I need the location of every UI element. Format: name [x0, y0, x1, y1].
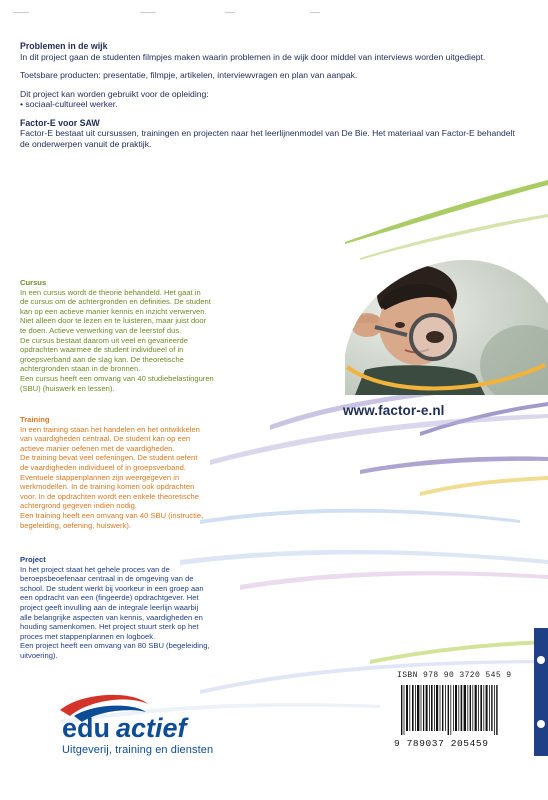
training-line: De training bevat veel oefeningen. De student oefent — [20, 453, 198, 463]
intro-usage-item: • sociaal-cultureel werker. — [20, 99, 118, 109]
cursus-line: Niet alleen door te lezen en te luisteren, maar juist door — [20, 316, 207, 326]
logo-word-actief: actief — [116, 713, 187, 743]
project-line: Een project heeft een omvang van 80 SBU (begeleiding, — [20, 641, 210, 651]
project-section — [20, 555, 330, 661]
intro-title: Problemen in de wijk — [20, 41, 108, 51]
binding-hole — [537, 720, 545, 728]
project-line: proces met stappenplannen en logboek. — [20, 631, 156, 641]
cursus-line: De cursus bestaat daarom uit veel en gevarieerde — [20, 335, 189, 345]
publisher-tagline: Uitgeverij, training en diensten — [62, 744, 214, 756]
project-line: In het project staat het gehele proces van de — [20, 564, 170, 574]
training-line: achtergrond gegeven indien nodig. — [20, 501, 137, 511]
cursus-line: groepsverband aan de slag kan. De theoretische — [20, 354, 184, 364]
crop-marks — [0, 0, 548, 18]
intro-products: Toetsbare producten: presentatie, filmpje, artikelen, interviewvragen en plan van aanpak. — [20, 70, 358, 80]
intro-usage-label: Dit project kan worden gebruikt voor de opleiding: — [20, 88, 209, 99]
training-line: de vaardigheden individueel of in groepsverband. — [20, 462, 186, 472]
logo-word-edu: edu — [62, 713, 111, 743]
project-line: school. De student werkt bij voorkeur in een groep aan — [20, 583, 204, 593]
intro-body: In dit project gaan de studenten filmpjes maken waarin problemen in de wijk door middel van interviews worden uitgediept. — [20, 51, 486, 62]
training-line: actieve manier oefenen met de vaardigheden. — [20, 443, 175, 453]
project-line: alle belangrijke aspecten van kennis, vaardigheden en — [20, 612, 203, 622]
cursus-line: te doen. Actieve verwerking van de leerstof dus. — [20, 325, 182, 335]
project-heading: Project — [20, 555, 46, 564]
training-line: Eventuele stappenplannen zijn weergegeven in — [20, 472, 180, 482]
binding-strip — [534, 628, 548, 756]
child-with-magnifying-glass-photo — [345, 255, 548, 395]
cursus-line: opdrachten waarmee de student individueel of in — [20, 345, 184, 355]
training-section — [20, 415, 330, 530]
training-line: Een training heeft een omvang van 40 SBU (instructie, — [20, 510, 204, 520]
training-line: begeleiding, oefening, huiswerk). — [20, 520, 132, 530]
factor-title: Factor-E voor SAW — [20, 117, 100, 128]
training-line: werkmodellen. In de training komen ook opdrachten — [20, 482, 195, 492]
project-line: uitvoering). — [20, 650, 58, 660]
cursus-line: de cursus om de achtergronden en definities. De student — [20, 297, 211, 307]
cursus-line: Een cursus heeft een omvang van 40 studiebelastinguren — [20, 373, 214, 383]
training-line: voor. In de opdrachten wordt een enkele theoretische — [20, 491, 199, 501]
cursus-line: kan op een actieve manier kennis en inzicht verwerven. — [20, 306, 207, 316]
barcode-digits: 9 789037 205459 — [394, 738, 489, 749]
factor-body: Factor-E bestaat uit cursussen, trainingen en projecten naar het leerlijnenmodel van De Bie. Het materiaal van Factor-E behandelt de onderwerpen vanuit de praktijk. — [20, 128, 515, 149]
training-line: In een training staan het handelen en het ontwikkelen — [20, 424, 200, 434]
usage-item-text: sociaal-cultureel werker. — [25, 99, 118, 109]
project-line: houding samenkomen. Het project stuurt sterk op het — [20, 622, 199, 632]
cursus-line: achtergronden staan in de bronnen. — [20, 364, 141, 374]
binding-hole — [537, 656, 545, 664]
project-line: een opdracht van een (fingeerde) opdrachtgever. Het — [20, 593, 199, 603]
project-line: beroepsbeoefenaar centraal in de omgeving van de — [20, 574, 194, 584]
cursus-section — [20, 278, 330, 393]
logo-text — [62, 713, 187, 743]
intro-block — [20, 41, 520, 149]
cursus-line: In een cursus wordt de theorie behandeld. Het gaat in — [20, 287, 201, 297]
training-line: van vaardigheden centraal. De student kan op een — [20, 434, 191, 444]
training-heading: Training — [20, 415, 50, 424]
isbn-label: ISBN 978 90 3720 545 9 — [397, 671, 512, 680]
project-line: project geeft invulling aan de integrale leerlijn waarbij — [20, 602, 199, 612]
cursus-heading: Cursus — [20, 278, 47, 287]
website-link[interactable]: www.factor-e.nl — [343, 403, 445, 418]
cursus-line: (SBU) (huiswerk en lessen). — [20, 383, 115, 393]
